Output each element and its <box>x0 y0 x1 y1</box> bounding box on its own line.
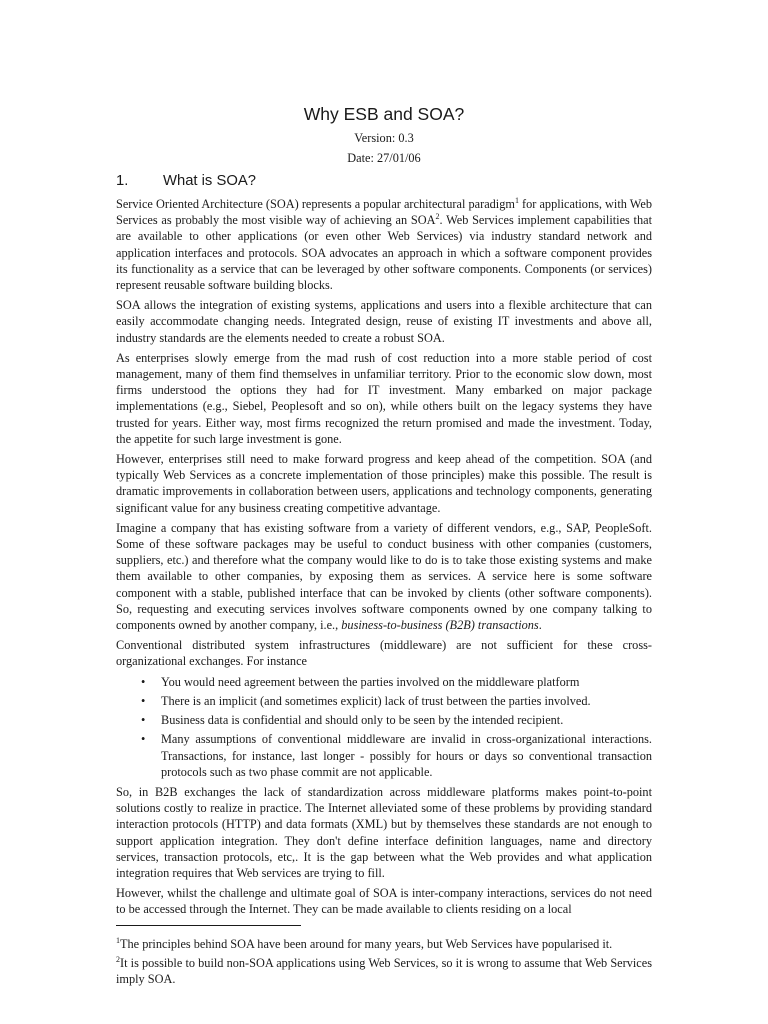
footnote-text: It is possible to build non-SOA applications using Web Services, so it is wrong to assume that Web Services imply SOA. <box>116 956 652 987</box>
paragraph-1-text-b: for applications, with Web Services as probably the most visible way of achieving an SOA <box>116 197 653 228</box>
paragraph-5-text-a: Imagine a company that has existing software from a variety of different vendors, e.g., SAP, PeopleSoft. Some of these software packages may be useful to conduct business with other companies (customers, suppliers, etc.) and therefore what the company would like to do is to take those existing systems and make them available to other companies, by exposing them as services. A service here is some software component with a stable, published interface that can be invoked by clients (other software components). So, requesting and executing services involves software components owned by one company talking to components owned by another company, i.e., <box>116 520 652 633</box>
bullet-icon: • <box>141 713 146 728</box>
footnote-mark: 1 <box>116 935 120 945</box>
section-number: 1. <box>116 173 129 189</box>
paragraph-3: As enterprises slowly emerge from the mad rush of cost reduction into a more stable period of cost management, many of them find themselves in unfamiliar territory. Prior to the economic slow down, most firms understood the options they had for IT investment. Many embarked on major package implementations (e.g., Siebel, Peoplesoft and so on), while others built on the legacy systems they have trusted for years. Either way, most firms recognized the return promised and made the investment. Today, the appetite for such large investment is gone. <box>116 350 652 446</box>
footnote-ref-2[interactable]: 2 <box>435 212 440 222</box>
list-item-text: You would need agreement between the parties involved on the middleware platform <box>161 674 580 689</box>
bullet-icon: • <box>141 693 146 708</box>
paragraph-1-text-a: Service Oriented Architecture (SOA) represents a popular architectural paradigm <box>116 197 515 211</box>
paragraph-6: Conventional distributed system infrastructures (middleware) are not sufficient for these cross-organizational exchanges. For instance <box>116 638 652 669</box>
section-heading <box>116 172 256 191</box>
paragraph-5-text-c: . <box>538 618 542 633</box>
footnote-2 <box>116 955 652 987</box>
paragraph-7: So, in B2B exchanges the lack of standardization across middleware platforms makes point-to-point solutions costly to realize in practice. The Internet alleviated some of these problems by providing standard interaction protocols (HTTP) and data formats (XML) but by themselves these standards are not enough to support application integration. They don't define interface definition languages, name and directory services, transaction protocols, etc,. It is the gap between what the Web provides and what application integration requires that Web services are trying to fill. <box>116 784 652 880</box>
list-item <box>116 712 652 728</box>
document-title: Why ESB and SOA? <box>303 104 465 124</box>
footnote-ref-1[interactable]: 1 <box>514 195 519 205</box>
b2b-emphasis: business-to-business (B2B) transactions <box>341 618 539 633</box>
paragraph-1 <box>116 196 652 293</box>
footnote-divider <box>116 925 301 926</box>
bullet-icon: • <box>141 674 146 689</box>
document-body <box>116 196 652 922</box>
list-item <box>116 731 652 780</box>
date-line: Date: 27/01/06 <box>347 151 421 165</box>
bullet-icon: • <box>141 732 146 747</box>
footnotes <box>116 936 652 991</box>
paragraph-1-text-c: . Web Services implement capabilities that are available to other applications (or even other Web Services) via industry standard network and application interfaces and protocols. SOA advocates an approach in which a software component provides its functionality as a service that can be leveraged by other software components. Components (or services) represent reusable software building blocks. <box>116 213 652 293</box>
list-item-text: Many assumptions of conventional middleware are invalid in cross-organizational interactions. Transactions, for instance, last longer - possibly for hours or days so conventional transaction protocols such as two phase commit are not applicable. <box>161 732 652 779</box>
version-line: Version: 0.3 <box>354 131 414 145</box>
paragraph-4: However, enterprises still need to make forward progress and keep ahead of the competition. SOA (and typically Web Services as a concrete implementation of those principles) make this possible. The result is dramatic improvements in collaboration between users, applications and technology components, generating significant value for any business creating competitive advantage. <box>116 452 652 515</box>
paragraph-2: SOA allows the integration of existing systems, applications and users into a flexible architecture that can easily accommodate changing needs. Integrated design, reuse of existing IT investments and above all, industry standards are the elements needed to create a robust SOA. <box>116 298 652 345</box>
footnote-1 <box>116 936 652 952</box>
paragraph-8: However, whilst the challenge and ultimate goal of SOA is inter-company interactions, services do not need to be accessed through the Internet. They can be made available to clients residing on a local <box>116 886 652 917</box>
list-item <box>116 674 652 690</box>
footnote-mark: 2 <box>116 955 120 965</box>
section-title: What is SOA? <box>163 173 256 189</box>
paragraph-5 <box>116 520 652 633</box>
list-item <box>116 693 652 709</box>
list-item-text: Business data is confidential and should only to be seen by the intended recipient. <box>161 713 564 728</box>
bullet-list <box>116 674 652 780</box>
list-item-text: There is an implicit (and sometimes explicit) lack of trust between the parties involved. <box>161 693 591 708</box>
footnote-text: The principles behind SOA have been around for many years, but Web Services have popularised it. <box>120 937 613 951</box>
